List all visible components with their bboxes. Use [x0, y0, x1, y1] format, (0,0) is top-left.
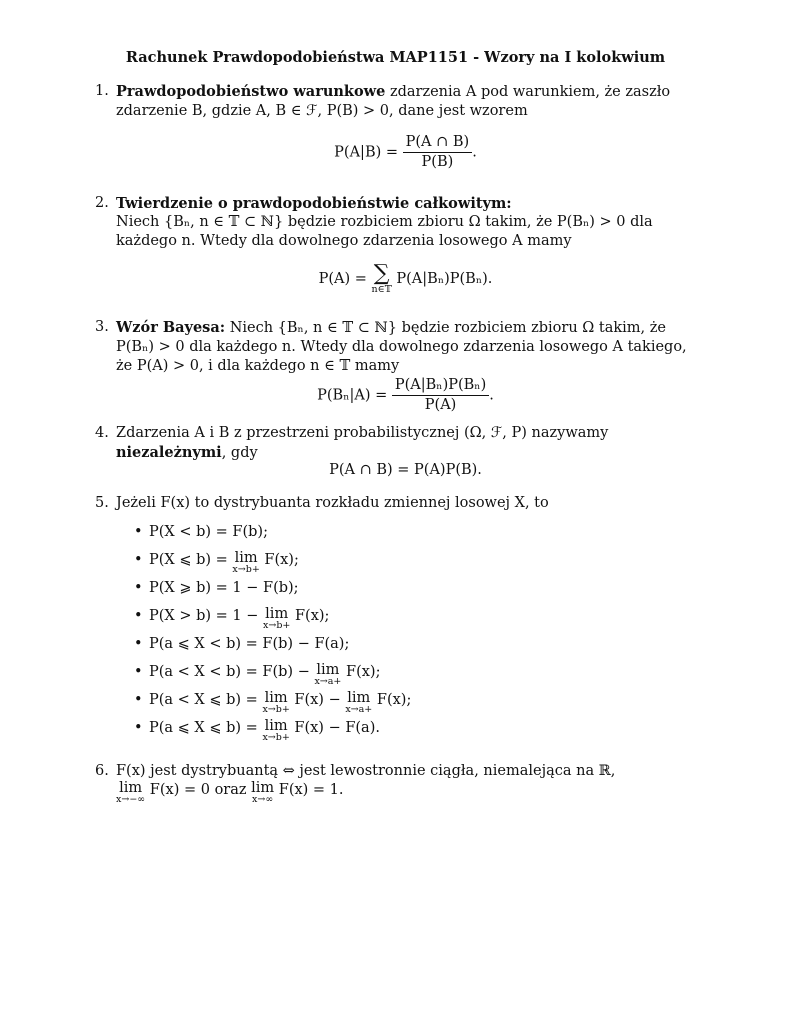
list-item: [116, 579, 695, 607]
formula-text: P(a < X < b) = F(b) −: [149, 664, 315, 680]
formula-text: P(a ⩽ X ⩽ b) =: [149, 720, 263, 736]
limit-word: lim: [316, 662, 340, 678]
formula-list: [116, 523, 695, 747]
item-text: zdarzenia A pod warunkiem, że zaszło zdarzenie B, gdzie A, B ∈ ℱ, P(B) > 0, dane jest wzorem: [116, 84, 671, 119]
formula-independence: P(A ∩ B) = P(A)P(B).: [329, 462, 482, 478]
formula-text: P(a ⩽ X < b) = F(b) − F(a);: [149, 636, 350, 652]
formula-text: P(X > b) = 1 −: [149, 608, 264, 624]
fraction-numerator: P(A|Bₙ)P(Bₙ): [392, 376, 489, 396]
formula-tail: .: [472, 144, 477, 161]
item-heading: niezależnymi: [116, 444, 222, 461]
item-number: 3.: [95, 319, 109, 335]
fraction: [403, 133, 473, 172]
formula-text: F(x) − F(a).: [289, 720, 380, 736]
item-heading: Wzór Bayesa:: [116, 319, 226, 336]
limit-subscript: x→b+: [262, 732, 290, 743]
limit-word: lim: [119, 780, 143, 796]
limit-subscript: x→a+: [314, 676, 342, 687]
limit-word: lim: [265, 606, 289, 622]
limit: [262, 719, 289, 743]
list-item: [116, 663, 695, 691]
formula-text: F(x) −: [289, 692, 346, 708]
limits-line: [116, 781, 695, 805]
limit-word: lim: [234, 550, 258, 566]
item-text-b: , gdy: [221, 445, 258, 461]
limit: [232, 551, 259, 575]
item-independence: [95, 424, 695, 486]
formula-lhs: P(A) =: [318, 271, 367, 287]
list-item: [116, 635, 695, 663]
item-text: F(x) jest dystrybuantą ⇔ jest lewostronnie ciągła, niemalejąca na ℝ,: [116, 763, 616, 779]
sum-subscript: n∈𝕋: [371, 284, 392, 295]
item-text: Niech {Bₙ, n ∈ 𝕋 ⊂ ℕ} będzie rozbiciem zbioru Ω takim, że P(Bₙ) > 0 dla każdego n. Wtedy dla dowolnego zdarzenia losowego A takiego, że P(A) > 0, i dla każdego n ∈ 𝕋 mamy: [116, 320, 687, 374]
limit: [345, 691, 372, 715]
formula-text: P(X < b) = F(b);: [149, 524, 268, 540]
limit-word: lim: [264, 690, 288, 706]
list-item: [116, 719, 695, 747]
limit-subscript: x→b+: [232, 564, 260, 575]
limit: [116, 781, 145, 805]
limit: [314, 663, 341, 687]
formula-text: P(a < X ⩽ b) =: [149, 692, 263, 708]
item-number: 1.: [95, 83, 109, 99]
limit: [262, 691, 289, 715]
formula-text: P(X ⩾ b) = 1 − F(b);: [149, 580, 299, 596]
limit-subscript: x→a+: [345, 704, 373, 715]
formula-conditional: [116, 133, 695, 172]
item-distribution-function: [95, 494, 695, 747]
formula-text: P(X ⩽ b) =: [149, 552, 233, 568]
formula-text: F(x);: [290, 608, 330, 624]
formula-bayes: [116, 376, 695, 415]
fraction: [392, 376, 489, 415]
formula-text: F(x);: [341, 664, 381, 680]
limit-subscript: x→−∞: [116, 794, 146, 805]
sum-operator: [372, 263, 392, 295]
fraction-denominator: P(B): [421, 154, 454, 170]
limit-word: lim: [264, 718, 288, 734]
page-title: Rachunek Prawdopodobieństwa MAP1151 - Wzory na I kolokwium: [125, 49, 666, 66]
item-total-probability: [95, 194, 695, 301]
list-item: [116, 607, 695, 635]
fraction-numerator: P(A ∩ B): [403, 133, 473, 153]
item-bayes: [95, 318, 695, 421]
item-heading: Prawdopodobieństwo warunkowe: [116, 83, 386, 100]
item-distribution-characterization: [95, 762, 695, 805]
item-number: 2.: [95, 195, 109, 211]
formula-rhs: P(A|Bₙ)P(Bₙ).: [396, 271, 493, 287]
list-item: [116, 551, 695, 579]
limit-word: lim: [251, 780, 275, 796]
formula-text: F(x) = 1.: [274, 782, 344, 798]
limit-word: lim: [347, 690, 371, 706]
item-text: Niech {Bₙ, n ∈ 𝕋 ⊂ ℕ} będzie rozbiciem zbioru Ω takim, że P(Bₙ) > 0 dla każdego n. Wtedy dla dowolnego zdarzenia losowego A mamy: [116, 214, 653, 249]
item-conditional-probability: [95, 82, 695, 178]
item-number: 6.: [95, 763, 109, 779]
formula-lhs: P(A|B) =: [334, 144, 399, 161]
item-heading: Twierdzenie o prawdopodobieństwie całkowitym:: [116, 195, 512, 212]
list-item: [116, 523, 695, 551]
formula-lhs: P(Bₙ|A) =: [317, 387, 388, 404]
item-number: 4.: [95, 425, 109, 441]
limit-subscript: x→∞: [252, 794, 274, 805]
item-number: 5.: [95, 495, 109, 511]
limit-subscript: x→b+: [263, 620, 291, 631]
fraction-denominator: P(A): [424, 397, 457, 413]
item-text: Jeżeli F(x) to dystrybuanta rozkładu zmiennej losowej X, to: [116, 495, 549, 511]
item-text-a: Zdarzenia A i B z przestrzeni probabilistycznej (Ω, ℱ, P) nazywamy: [116, 425, 609, 441]
list-item: [116, 691, 695, 719]
limit: [251, 781, 274, 805]
formula-text: F(x) = 0 oraz: [145, 782, 252, 798]
formula-tail: .: [489, 387, 494, 404]
limit: [263, 607, 290, 631]
formula-text: F(x);: [372, 692, 412, 708]
formula-text: F(x);: [259, 552, 299, 568]
formula-total-probability: [116, 263, 695, 295]
sigma-symbol: ∑: [373, 261, 390, 286]
limit-subscript: x→b+: [262, 704, 290, 715]
